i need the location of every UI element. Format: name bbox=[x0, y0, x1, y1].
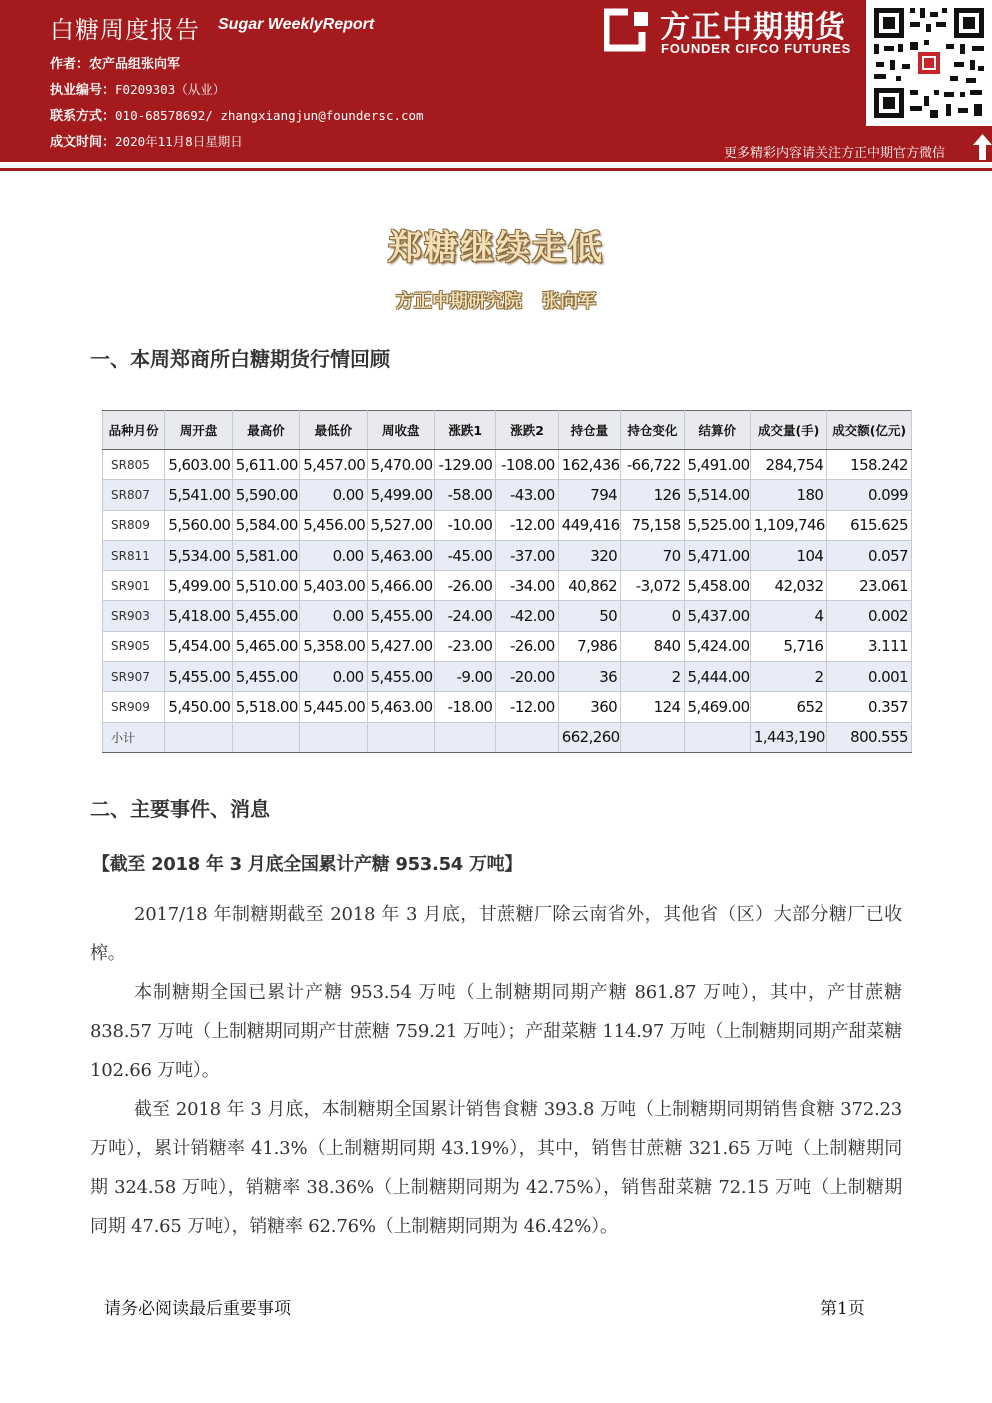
table-cell: -108.00 bbox=[496, 450, 558, 480]
table-cell: 5,454.00 bbox=[165, 631, 232, 661]
table-cell: 840 bbox=[621, 631, 684, 661]
table-cell: 5,444.00 bbox=[684, 662, 750, 692]
table-cell: 5,514.00 bbox=[684, 480, 750, 510]
date-label: 成文时间： bbox=[50, 135, 116, 150]
table-cell: 36 bbox=[558, 662, 620, 692]
table-row bbox=[103, 662, 912, 692]
table-cell: 7,986 bbox=[558, 631, 620, 661]
table-cell: -26.00 bbox=[496, 631, 558, 661]
col-header-oi-change: 持仓变化 bbox=[621, 411, 684, 450]
license-row bbox=[50, 79, 225, 98]
table-cell: 70 bbox=[621, 540, 684, 570]
date-value: 2020年11月8日星期日 bbox=[115, 134, 243, 149]
table-cell: 5,525.00 bbox=[684, 510, 750, 540]
table-cell: 1,109,746 bbox=[750, 510, 826, 540]
subtotal-cell bbox=[367, 722, 434, 752]
table-cell: 124 bbox=[621, 692, 684, 722]
table-cell: 126 bbox=[621, 480, 684, 510]
table-cell: -58.00 bbox=[435, 480, 496, 510]
report-title: 白糖周度报告 bbox=[50, 16, 200, 44]
col-header-open-interest: 持仓量 bbox=[558, 411, 620, 450]
table-cell: 615.625 bbox=[827, 510, 912, 540]
logo-text-cn: 方正中期期货 bbox=[660, 10, 846, 45]
logo-text-en: FOUNDER CIFCO FUTURES bbox=[661, 41, 852, 56]
table-cell: SR903 bbox=[103, 601, 165, 631]
table-cell: 40,862 bbox=[558, 571, 620, 601]
table-cell: 5,466.00 bbox=[367, 571, 434, 601]
table-cell: -9.00 bbox=[435, 662, 496, 692]
table-cell: -129.00 bbox=[435, 450, 496, 480]
table-cell: 23.061 bbox=[827, 571, 912, 601]
table-cell: 5,510.00 bbox=[232, 571, 299, 601]
table-cell: -12.00 bbox=[496, 510, 558, 540]
col-header-change2: 涨跌2 bbox=[496, 411, 558, 450]
table-cell: 0 bbox=[621, 601, 684, 631]
table-cell: 5,469.00 bbox=[684, 692, 750, 722]
table-cell: -20.00 bbox=[496, 662, 558, 692]
table-cell: 5,403.00 bbox=[300, 571, 367, 601]
table-cell: 5,518.00 bbox=[232, 692, 299, 722]
table-cell: -12.00 bbox=[496, 692, 558, 722]
table-cell: 42,032 bbox=[750, 571, 826, 601]
table-cell: -37.00 bbox=[496, 540, 558, 570]
table-cell: SR805 bbox=[103, 450, 165, 480]
table-cell: -10.00 bbox=[435, 510, 496, 540]
table-cell: -3,072 bbox=[621, 571, 684, 601]
table-row bbox=[103, 540, 912, 570]
table-cell: -18.00 bbox=[435, 692, 496, 722]
table-row bbox=[103, 450, 912, 480]
news-paragraph-1: 2017/18 年制糖期截至 2018 年 3 月底，甘蔗糖厂除云南省外，其他省（区）大部分糖厂已收榨。 bbox=[90, 904, 902, 964]
news-paragraph-3: 截至 2018 年 3 月底，本制糖期全国累计销售食糖 393.8 万吨（上制糖期同期销售食糖 372.23 万吨），累计销糖率 41.3%（上制糖期同期 43.19%），其中，销售甘蔗糖 321.65 万吨（上制糖期同期 324.58 万吨），销糖率 38.36%（上制糖期同期为 42.75%），销售甜菜糖 72.15 万吨（上制糖期同期 47.65 万吨），销糖率 62.76%（上制糖期同期为 46.42%）。 bbox=[90, 1099, 902, 1237]
table-cell: SR811 bbox=[103, 540, 165, 570]
table-cell: 5,424.00 bbox=[684, 631, 750, 661]
wechat-follow-note: 更多精彩内容请关注方正中期官方微信 bbox=[724, 146, 946, 161]
table-cell: SR909 bbox=[103, 692, 165, 722]
table-cell: 0.099 bbox=[827, 480, 912, 510]
table-cell: 5,603.00 bbox=[165, 450, 232, 480]
table-cell: 0.00 bbox=[300, 662, 367, 692]
table-cell: 5,455.00 bbox=[367, 601, 434, 631]
section-heading-events: 二、主要事件、消息 bbox=[90, 797, 270, 821]
table-cell: 5,491.00 bbox=[684, 450, 750, 480]
author-label: 作者： bbox=[50, 57, 90, 72]
table-cell: 5,584.00 bbox=[232, 510, 299, 540]
table-cell: 50 bbox=[558, 601, 620, 631]
table-cell: 284,754 bbox=[750, 450, 826, 480]
table-cell: 158.242 bbox=[827, 450, 912, 480]
news-headline: 【截至 2018 年 3 月底全国累计产糖 953.54 万吨】 bbox=[92, 854, 523, 875]
footer-notice: 请务必阅读最后重要事项 bbox=[104, 1299, 291, 1319]
table-cell: 5,499.00 bbox=[367, 480, 434, 510]
table-cell: 5,541.00 bbox=[165, 480, 232, 510]
table-cell: 5,455.00 bbox=[165, 662, 232, 692]
table-cell: 5,427.00 bbox=[367, 631, 434, 661]
table-subtotal-row bbox=[103, 722, 912, 752]
table-cell: 5,527.00 bbox=[367, 510, 434, 540]
table-cell: 5,445.00 bbox=[300, 692, 367, 722]
col-header-high: 最高价 bbox=[232, 411, 299, 450]
table-cell: -34.00 bbox=[496, 571, 558, 601]
table-cell: 5,450.00 bbox=[165, 692, 232, 722]
table-cell: SR807 bbox=[103, 480, 165, 510]
table-cell: SR809 bbox=[103, 510, 165, 540]
section-heading-market-review: 一、本周郑商所白糖期货行情回顾 bbox=[90, 347, 390, 371]
table-cell: 5,534.00 bbox=[165, 540, 232, 570]
table-cell: -45.00 bbox=[435, 540, 496, 570]
header-divider bbox=[0, 168, 992, 171]
subtotal-cell bbox=[232, 722, 299, 752]
table-cell: -42.00 bbox=[496, 601, 558, 631]
table-row bbox=[103, 631, 912, 661]
table-cell: 75,158 bbox=[621, 510, 684, 540]
table-cell: 5,470.00 bbox=[367, 450, 434, 480]
col-header-change1: 涨跌1 bbox=[435, 411, 496, 450]
table-cell: 3.111 bbox=[827, 631, 912, 661]
col-header-low: 最低价 bbox=[300, 411, 367, 450]
page-number: 第1页 bbox=[820, 1299, 865, 1319]
table-cell: 5,456.00 bbox=[300, 510, 367, 540]
table-row bbox=[103, 601, 912, 631]
table-cell: 5,611.00 bbox=[232, 450, 299, 480]
table-cell: 5,560.00 bbox=[165, 510, 232, 540]
table-cell: 5,455.00 bbox=[367, 662, 434, 692]
table-cell: 5,465.00 bbox=[232, 631, 299, 661]
subtotal-cell bbox=[300, 722, 367, 752]
table-cell: 0.057 bbox=[827, 540, 912, 570]
col-header-close: 周收盘 bbox=[367, 411, 434, 450]
table-cell: 320 bbox=[558, 540, 620, 570]
author-row bbox=[50, 53, 180, 72]
table-cell: 5,590.00 bbox=[232, 480, 299, 510]
table-cell: 360 bbox=[558, 692, 620, 722]
arrow-up-icon bbox=[973, 134, 992, 160]
document-author-line: 方正中期研究院 张向军 bbox=[395, 291, 597, 312]
founder-logo-icon bbox=[604, 8, 652, 52]
table-cell: -24.00 bbox=[435, 601, 496, 631]
subtotal-cell bbox=[435, 722, 496, 752]
table-cell: 104 bbox=[750, 540, 826, 570]
table-cell: SR901 bbox=[103, 571, 165, 601]
contact-value: 010-68578692/ zhangxiangjun@foundersc.com bbox=[115, 108, 424, 123]
table-cell: -43.00 bbox=[496, 480, 558, 510]
table-cell: SR905 bbox=[103, 631, 165, 661]
table-cell: 2 bbox=[750, 662, 826, 692]
table-header-row bbox=[103, 411, 912, 450]
table-cell: 794 bbox=[558, 480, 620, 510]
table-cell: -23.00 bbox=[435, 631, 496, 661]
col-header-volume: 成交量(手) bbox=[750, 411, 826, 450]
subtotal-cell: 800.555 bbox=[827, 722, 912, 752]
table-cell: 0.00 bbox=[300, 540, 367, 570]
table-row bbox=[103, 510, 912, 540]
license-value: F0209303（从业） bbox=[115, 82, 226, 97]
license-label: 执业编号： bbox=[50, 83, 116, 98]
table-cell: 5,581.00 bbox=[232, 540, 299, 570]
report-header-band bbox=[0, 0, 992, 162]
report-title-en: Sugar WeeklyReport bbox=[218, 16, 375, 33]
table-cell: 5,463.00 bbox=[367, 692, 434, 722]
col-header-settle: 结算价 bbox=[684, 411, 750, 450]
author-value: 农产品组张向军 bbox=[89, 57, 181, 72]
table-cell: 5,716 bbox=[750, 631, 826, 661]
contact-label: 联系方式： bbox=[50, 109, 116, 124]
subtotal-cell: 小计 bbox=[103, 722, 165, 752]
table-cell: 5,463.00 bbox=[367, 540, 434, 570]
table-cell: 5,455.00 bbox=[232, 601, 299, 631]
table-row bbox=[103, 692, 912, 722]
table-cell: 0.001 bbox=[827, 662, 912, 692]
subtotal-cell bbox=[621, 722, 684, 752]
qr-code-icon bbox=[866, 0, 992, 126]
table-cell: 449,416 bbox=[558, 510, 620, 540]
subtotal-cell bbox=[684, 722, 750, 752]
table-cell: -26.00 bbox=[435, 571, 496, 601]
document-title: 郑糖继续走低 bbox=[388, 228, 604, 268]
subtotal-cell: 662,260 bbox=[558, 722, 620, 752]
table-row bbox=[103, 571, 912, 601]
table-cell: 5,457.00 bbox=[300, 450, 367, 480]
table-cell: 5,358.00 bbox=[300, 631, 367, 661]
table-cell: 5,437.00 bbox=[684, 601, 750, 631]
subtotal-cell bbox=[165, 722, 232, 752]
date-row bbox=[50, 131, 243, 150]
contact-row bbox=[50, 105, 424, 124]
table-cell: 4 bbox=[750, 601, 826, 631]
table-cell: 0.002 bbox=[827, 601, 912, 631]
table-cell: 0.357 bbox=[827, 692, 912, 722]
news-paragraph-2: 本制糖期全国已累计产糖 953.54 万吨（上制糖期同期产糖 861.87 万吨），其中，产甘蔗糖 838.57 万吨（上制糖期同期产甘蔗糖 759.21 万吨）；产甜菜糖 114.97 万吨（上制糖期同期产甜菜糖 102.66 万吨）。 bbox=[90, 982, 902, 1081]
table-cell: SR907 bbox=[103, 662, 165, 692]
table-cell: 652 bbox=[750, 692, 826, 722]
subtotal-cell bbox=[496, 722, 558, 752]
table-cell: -66,722 bbox=[621, 450, 684, 480]
table-cell: 0.00 bbox=[300, 601, 367, 631]
col-header-open: 周开盘 bbox=[165, 411, 232, 450]
table-cell: 162,436 bbox=[558, 450, 620, 480]
table-cell: 180 bbox=[750, 480, 826, 510]
table-cell: 0.00 bbox=[300, 480, 367, 510]
table-cell: 5,499.00 bbox=[165, 571, 232, 601]
col-header-turnover: 成交额(亿元) bbox=[827, 411, 912, 450]
table-cell: 2 bbox=[621, 662, 684, 692]
col-header-contract: 品种月份 bbox=[103, 411, 165, 450]
futures-quote-table bbox=[102, 410, 912, 753]
table-cell: 5,418.00 bbox=[165, 601, 232, 631]
table-row bbox=[103, 480, 912, 510]
table-cell: 5,471.00 bbox=[684, 540, 750, 570]
table-cell: 5,458.00 bbox=[684, 571, 750, 601]
table-cell: 5,455.00 bbox=[232, 662, 299, 692]
subtotal-cell: 1,443,190 bbox=[750, 722, 826, 752]
